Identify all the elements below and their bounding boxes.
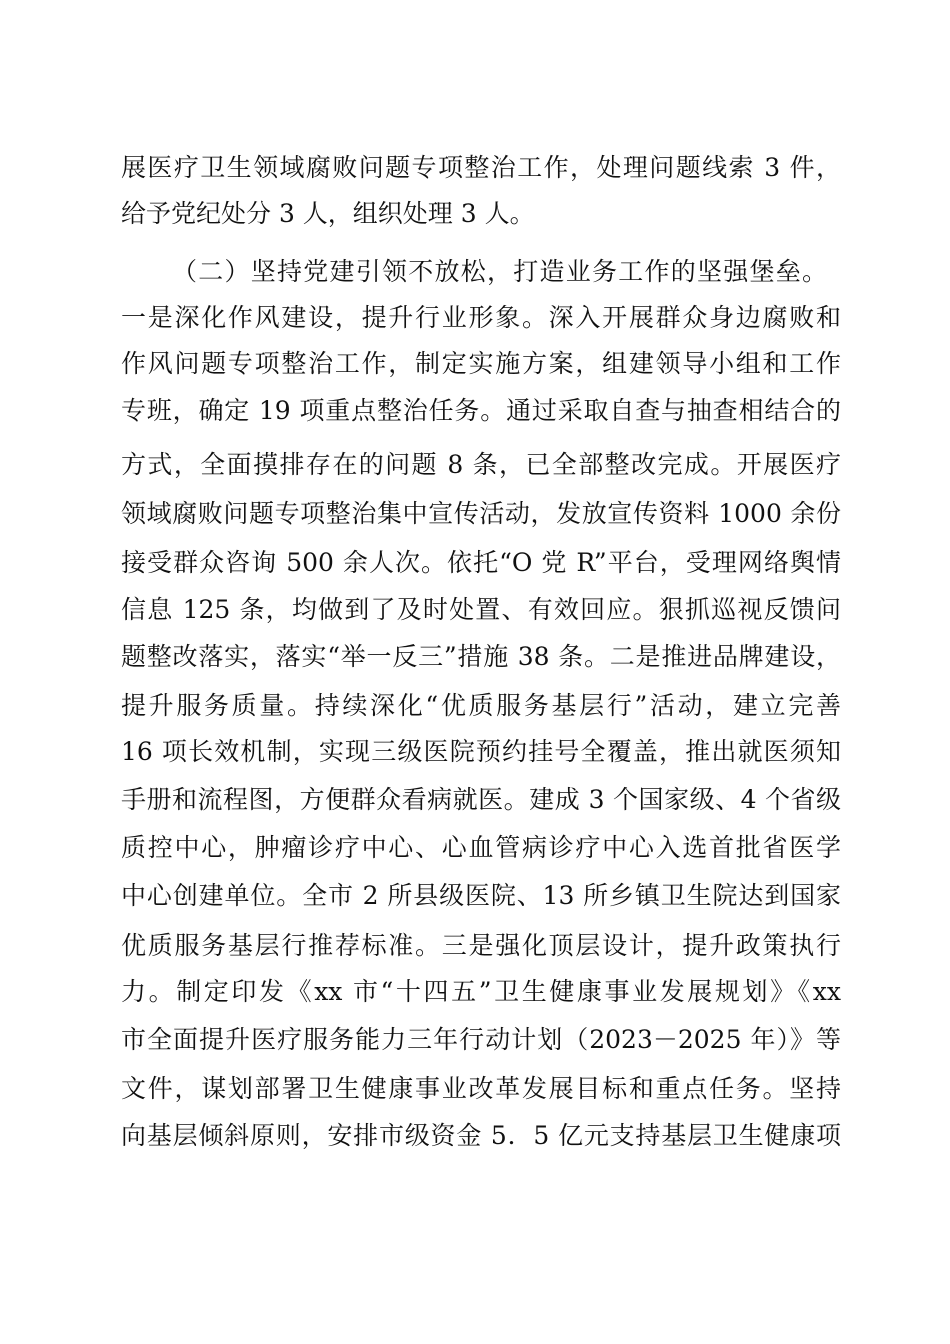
- paragraph-line: 16 项长效机制，实现三级医院预约挂号全覆盖，推出就医须知: [121, 737, 841, 766]
- paragraph-line: 提升服务质量。持续深化“优质服务基层行”活动，建立完善: [121, 691, 841, 720]
- section-heading: （二）坚持党建引领不放松，打造业务工作的坚强堡垒。: [172, 257, 827, 286]
- paragraph-line: 题整改落实，落实“举一反三”措施 38 条。二是推进品牌建设，: [121, 642, 841, 671]
- paragraph-line: 作风问题专项整治工作，制定实施方案，组建领导小组和工作: [121, 349, 841, 378]
- paragraph-line: 信息 125 条，均做到了及时处置、有效回应。狠抓巡视反馈问: [121, 595, 841, 624]
- paragraph-line: 中心创建单位。全市 2 所县级医院、13 所乡镇卫生院达到国家: [121, 881, 841, 910]
- paragraph-line: 一是深化作风建设，提升行业形象。深入开展群众身边腐败和: [121, 303, 841, 332]
- paragraph-line: 优质服务基层行推荐标准。三是强化顶层设计，提升政策执行: [121, 931, 841, 960]
- paragraph-line: 给予党纪处分 3 人，组织处理 3 人。: [121, 199, 535, 228]
- paragraph-line: 市全面提升医疗服务能力三年行动计划（2023－2025 年）》等: [121, 1025, 841, 1054]
- paragraph-line: 向基层倾斜原则，安排市级资金 5．5 亿元支持基层卫生健康项: [121, 1121, 841, 1150]
- paragraph-line: 专班，确定 19 项重点整治任务。通过采取自查与抽查相结合的: [121, 396, 841, 425]
- paragraph-line: 展医疗卫生领域腐败问题专项整治工作，处理问题线索 3 件，: [121, 153, 841, 182]
- paragraph-line: 领域腐败问题专项整治集中宣传活动，发放宣传资料 1000 余份: [121, 499, 841, 528]
- paragraph-line: 文件，谋划部署卫生健康事业改革发展目标和重点任务。坚持: [121, 1074, 841, 1103]
- paragraph-line: 力。制定印发《xx 市“十四五”卫生健康事业发展规划》《xx: [121, 977, 841, 1006]
- paragraph-line: 方式，全面摸排存在的问题 8 条，已全部整改完成。开展医疗: [121, 450, 841, 479]
- paragraph-line: 质控中心，肿瘤诊疗中心、心血管病诊疗中心入选首批省医学: [121, 833, 841, 862]
- paragraph-line: 接受群众咨询 500 余人次。依托“O 党 R”平台，受理网络舆情: [121, 548, 841, 577]
- paragraph-line: 手册和流程图，方便群众看病就医。建成 3 个国家级、4 个省级: [121, 785, 841, 814]
